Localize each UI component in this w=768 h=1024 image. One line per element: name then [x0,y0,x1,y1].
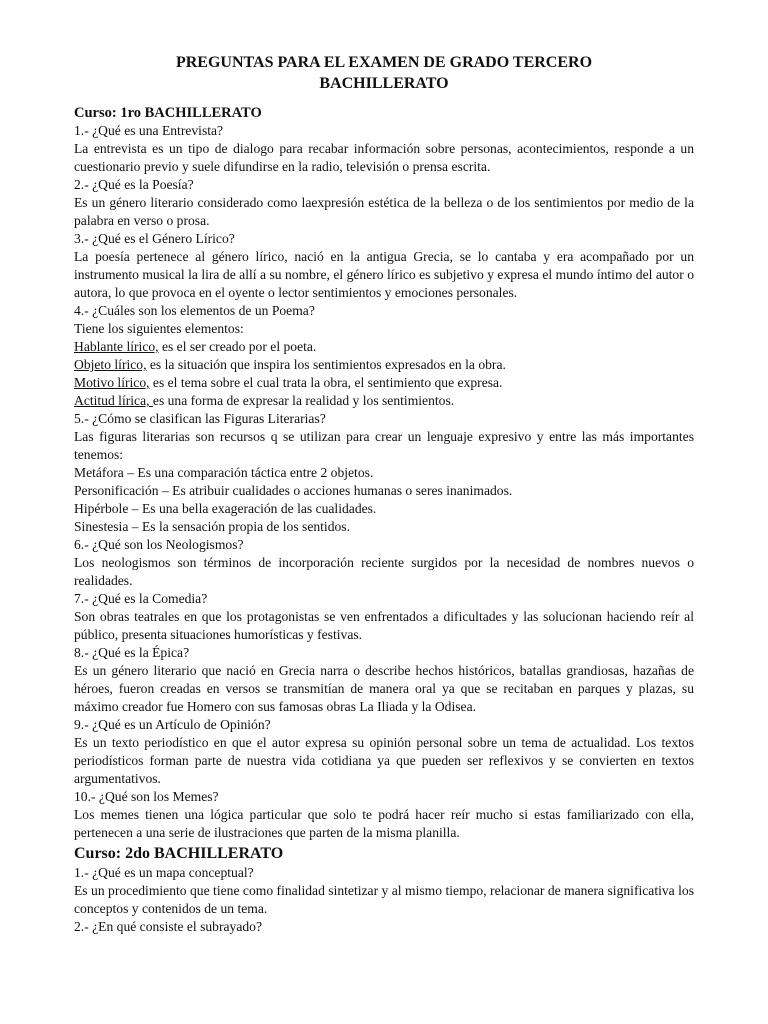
figure-item: Sinestesia – Es la sensación propia de los sentidos. [74,519,350,534]
question-6: 6.- ¿Qué son los Neologismos? [74,537,244,552]
course-heading-1: Curso: 1ro BACHILLERATO [74,105,262,121]
element-term: Hablante lírico, [74,339,159,354]
element-term: Motivo lírico, [74,375,150,390]
element-term: Objeto lírico, [74,357,147,372]
question-10: 10.- ¿Qué son los Memes? [74,789,219,804]
answer-10: Los memes tienen una lógica particular que solo te podrá hacer reír mucho si estas familiarizado con ella, pertenecen a una serie de ilustraciones que parten de la misma planilla. [74,807,694,840]
question-8: 8.- ¿Qué es la Épica? [74,645,190,660]
question-7: 7.- ¿Qué es la Comedia? [74,591,208,606]
title-line-2: BACHILLERATO [319,75,449,92]
question-9: 9.- ¿Qué es un Artículo de Opinión? [74,717,271,732]
figure-item: Hipérbole – Es una bella exageración de las cualidades. [74,501,377,516]
answer-4-intro: Tiene los siguientes elementos: [74,321,244,336]
element-desc: es el tema sobre el cual trata la obra, el sentimiento que expresa. [149,375,503,390]
answer-6: Los neologismos son términos de incorporación reciente surgidos por la necesidad de nombres nuevos o realidades. [74,555,694,588]
question-2-2: 2.- ¿En qué consiste el subrayado? [74,919,262,934]
element-term: Actitud lírica, [74,393,153,408]
element-desc: es la situación que inspira los sentimientos expresados en la obra. [146,357,506,372]
element-item [74,374,694,392]
answer-2: Es un género literario considerado como laexpresión estética de la belleza o de los sentimientos por medio de la palabra en verso o prosa. [74,195,694,228]
answer-9: Es un texto periodístico en que el autor expresa su opinión personal sobre un tema de actualidad. Los textos periodísticos forman parte de nuestra vida cotidiana ya que pueden ser reflexivos y se convierten en textos argumentativos. [74,735,694,786]
answer-2-1: Es un procedimiento que tiene como finalidad sintetizar y al mismo tiempo, relacionar de manera significativa los conceptos y contenidos de un tema. [74,883,694,916]
answer-1: La entrevista es un tipo de dialogo para recabar información sobre personas, acontecimientos, responde a un cuestionario previo y suele difundirse en la radio, televisión o prensa escrita. [74,141,694,174]
answer-8: Es un género literario que nació en Grecia narra o describe hechos históricos, batallas grandiosas, hazañas de héroes, fueron creadas en versos se transmitían de manera oral ya que se recitaban en parques y plazas, su máximo creador fue Homero con sus famosas obras La Iliada y la Odisea. [74,663,694,714]
figure-item: Metáfora – Es una comparación táctica entre 2 objetos. [74,465,374,480]
question-5: 5.- ¿Cómo se clasifican las Figuras Literarias? [74,411,326,426]
question-2-1: 1.- ¿Qué es un mapa conceptual? [74,865,254,880]
answer-3: La poesía pertenece al género lírico, nació en la antigua Grecia, se lo cantaba y era acompañado por un instrumento musical la lira de allí a su nombre, el género lírico es subjetivo y expresa el mundo íntimo del autor o autora, lo que provoca en el oyente o lector sentimientos y emociones personales. [74,249,694,300]
page-title [74,52,694,94]
answer-7: Son obras teatrales en que los protagonistas se ven enfrentados a dificultades y las solucionan haciendo reír al público, presenta situaciones humorísticas y festivas. [74,609,694,642]
question-1: 1.- ¿Qué es una Entrevista? [74,123,224,138]
question-3: 3.- ¿Qué es el Género Lírico? [74,231,235,246]
title-line-1: PREGUNTAS PARA EL EXAMEN DE GRADO TERCERO [175,54,593,71]
element-item [74,338,694,356]
question-2: 2.- ¿Qué es la Poesía? [74,177,194,192]
element-desc: es el ser creado por el poeta. [158,339,317,354]
answer-5: Las figuras literarias son recursos q se utilizan para crear un lenguaje expresivo y entre las más importantes tenemos: [74,429,694,462]
figure-item: Personificación – Es atribuir cualidades o acciones humanas o seres inanimados. [74,483,513,498]
course-heading-2: Curso: 2do BACHILLERATO [74,845,284,862]
element-item [74,392,694,410]
element-item [74,356,694,374]
element-desc: es una forma de expresar la realidad y los sentimientos. [152,393,455,408]
question-4: 4.- ¿Cuáles son los elementos de un Poema? [74,303,315,318]
